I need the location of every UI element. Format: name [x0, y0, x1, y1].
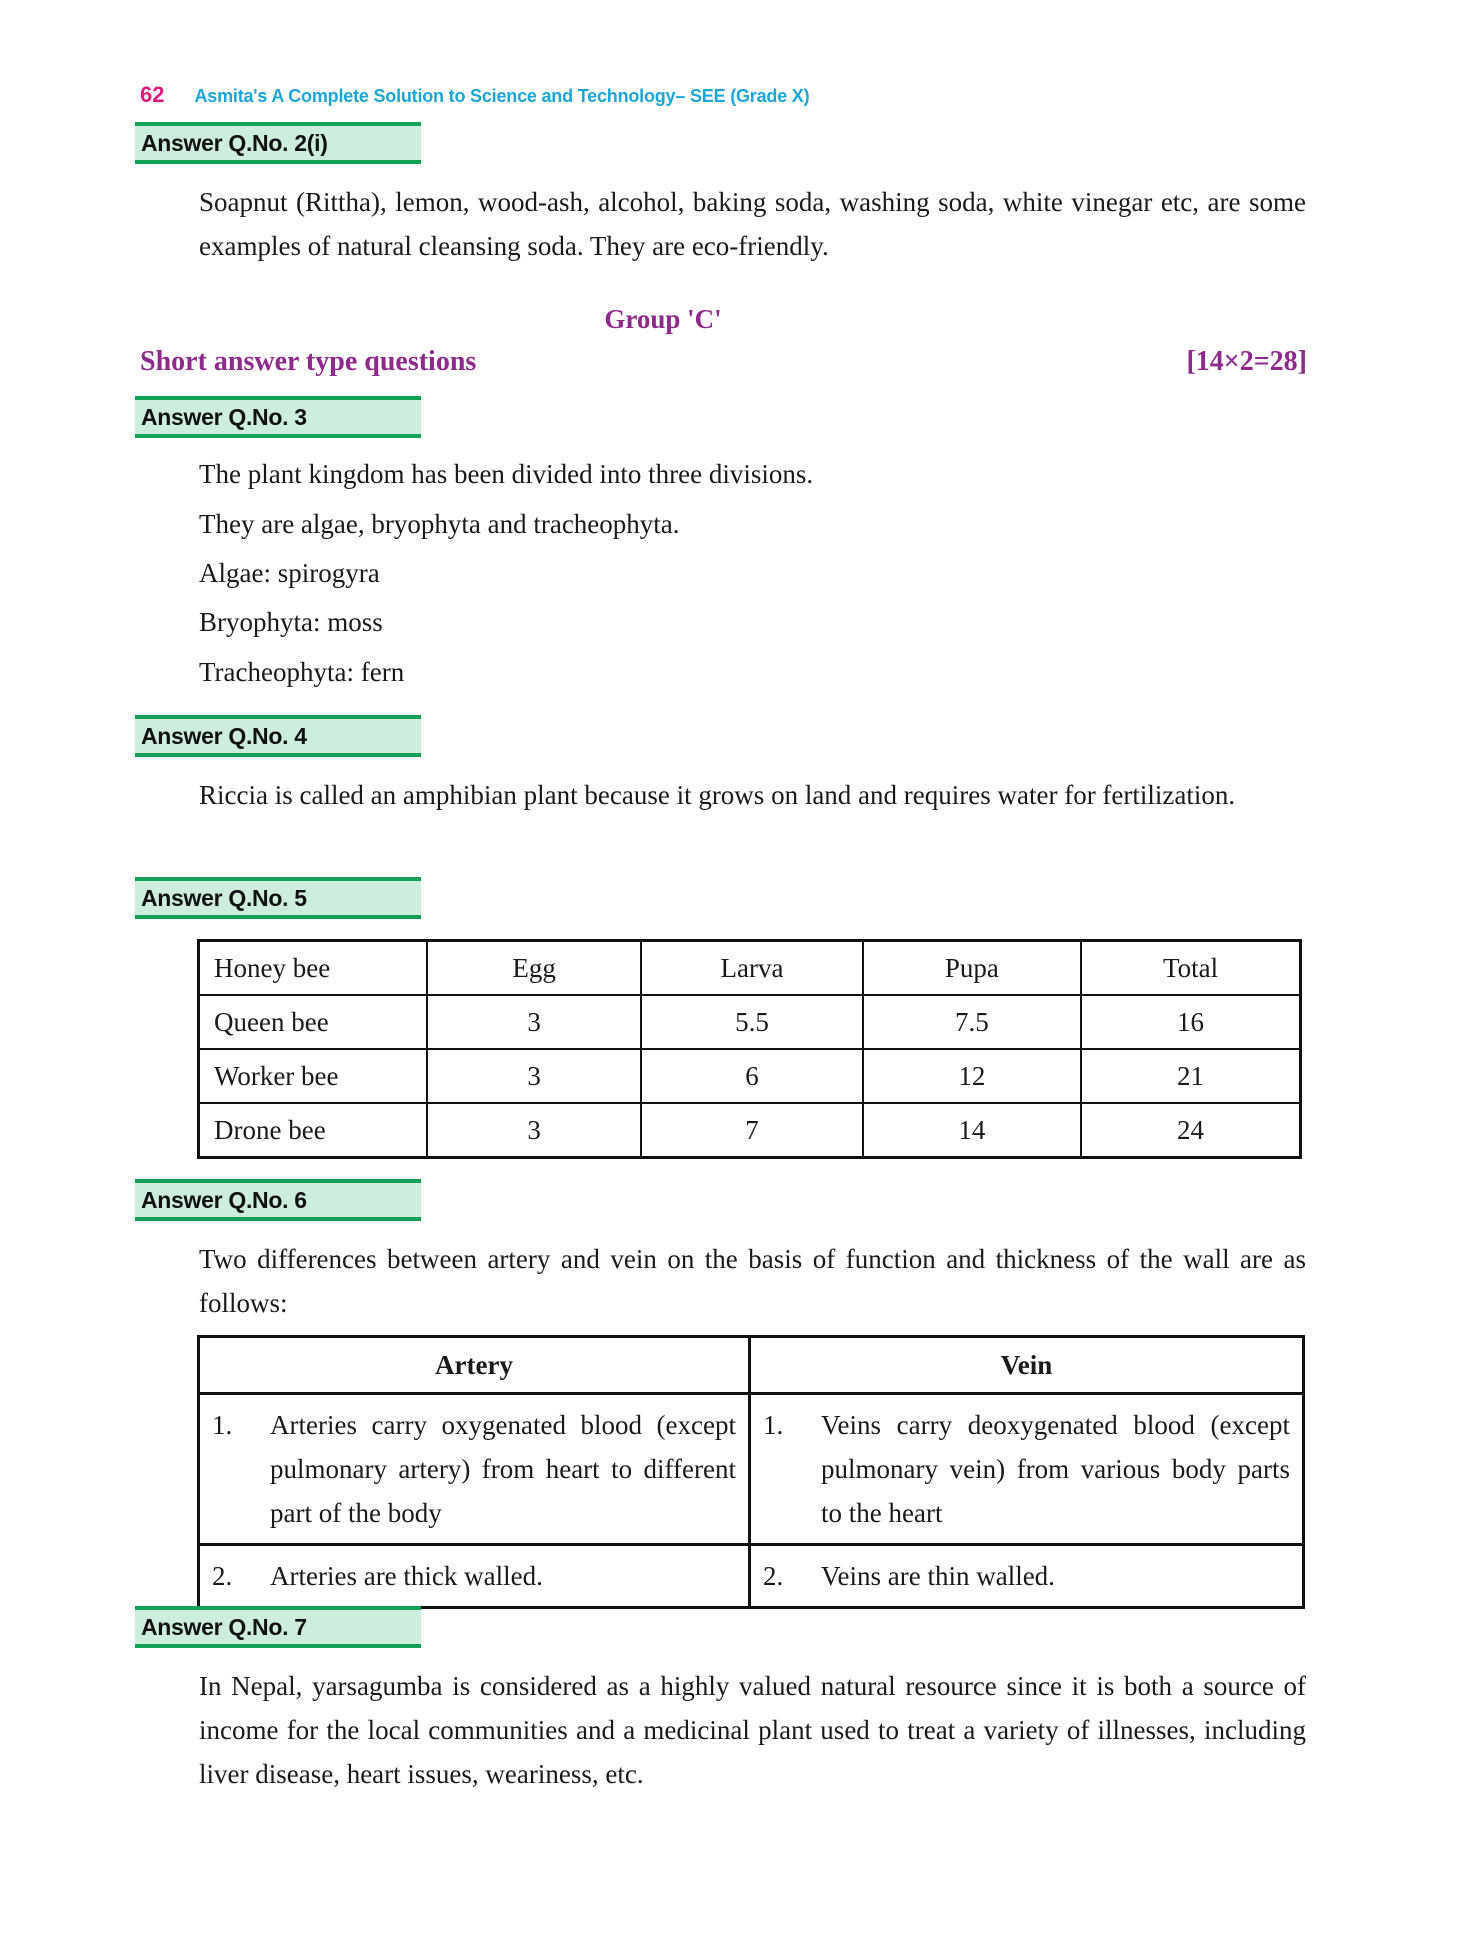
table-cell: [199, 1394, 750, 1545]
item-text: Veins carry deoxygenated blood (except pulmonary vein) from various body parts to the heart: [821, 1410, 1290, 1528]
table-header-cell: Pupa: [863, 941, 1081, 996]
table-row: [199, 1394, 1304, 1545]
table-cell: 16: [1081, 995, 1300, 1049]
table-cell: 24: [1081, 1103, 1300, 1158]
table-cell: 3: [427, 1103, 641, 1158]
answer-label-q4: Answer Q.No. 4: [135, 715, 421, 757]
table-cell: 6: [641, 1049, 862, 1103]
table-cell: Worker bee: [199, 1049, 427, 1103]
table-header-cell: Larva: [641, 941, 862, 996]
table-header-row: [199, 941, 1301, 996]
table-header-cell: Artery: [199, 1337, 750, 1394]
page-number: 62: [140, 82, 165, 107]
table-row: [199, 995, 1301, 1049]
table-cell: [199, 1545, 750, 1608]
table-cell: Drone bee: [199, 1103, 427, 1158]
section-title: Short answer type questions: [140, 346, 477, 377]
table-header-cell: Honey bee: [199, 941, 427, 996]
paragraph: In Nepal, yarsagumba is considered as a highly valued natural resource since it is both a source of income for the local communities and a medicinal plant used to treat a variety of illnesses, including liver disease, heart issues, weariness, etc.: [199, 1671, 1306, 1789]
table-cell: 5.5: [641, 995, 862, 1049]
answer-text-q6: [199, 1237, 1306, 1325]
table-row: [199, 1545, 1304, 1608]
table-row: [199, 1049, 1301, 1103]
book-title: Asmita's A Complete Solution to Science and Technology– SEE (Grade X): [194, 86, 810, 106]
group-title: Group 'C': [604, 304, 722, 334]
table-cell: 14: [863, 1103, 1081, 1158]
answer-text-q7: [199, 1664, 1306, 1796]
table-cell: [750, 1545, 1304, 1608]
table-header-cell: Egg: [427, 941, 641, 996]
item-number: 1.: [212, 1410, 233, 1440]
section-marks: [14×2=28]: [1186, 346, 1307, 377]
answer-line: Bryophyta: moss: [199, 607, 383, 637]
answer-label-q7: Answer Q.No. 7: [135, 1606, 421, 1648]
running-header: [140, 82, 809, 108]
table-header-cell: Total: [1081, 941, 1300, 996]
table-cell: [750, 1394, 1304, 1545]
table-cell: 7.5: [863, 995, 1081, 1049]
answer-label-q5: Answer Q.No. 5: [135, 877, 421, 919]
answer-label-q2i: Answer Q.No. 2(i): [135, 122, 421, 164]
table-cell: Queen bee: [199, 995, 427, 1049]
answer-text-q4: [199, 773, 1306, 817]
table-cell: 7: [641, 1103, 862, 1158]
item-text: Arteries are thick walled.: [270, 1561, 543, 1591]
table-cell: 3: [427, 995, 641, 1049]
answer-label-q6: Answer Q.No. 6: [135, 1179, 421, 1221]
table-cell: 21: [1081, 1049, 1300, 1103]
paragraph: Soapnut (Rittha), lemon, wood-ash, alcohol, baking soda, washing soda, white vinegar etc, are some examples of natural cleansing soda. They are eco-friendly.: [199, 187, 1306, 261]
answer-text-q2i: [199, 180, 1306, 268]
table-row: [199, 1103, 1301, 1158]
paragraph: Riccia is called an amphibian plant because it grows on land and requires water for fertilization.: [199, 780, 1236, 810]
table-header-cell: Vein: [750, 1337, 1304, 1394]
artery-vein-table: [197, 1335, 1305, 1609]
paragraph: Two differences between artery and vein on the basis of function and thickness of the wall are as follows:: [199, 1244, 1306, 1318]
item-text: Veins are thin walled.: [821, 1561, 1055, 1591]
item-number: 1.: [763, 1410, 784, 1440]
item-text: Arteries carry oxygenated blood (except pulmonary artery) from heart to different part of the body: [270, 1410, 736, 1528]
table-cell: 3: [427, 1049, 641, 1103]
table-header-row: [199, 1337, 1304, 1394]
bee-development-table: [197, 939, 1302, 1159]
answer-line: Tracheophyta: fern: [199, 657, 405, 687]
answer-label-q3: Answer Q.No. 3: [135, 396, 421, 438]
item-number: 2.: [212, 1561, 233, 1591]
item-number: 2.: [763, 1561, 784, 1591]
answer-line: Algae: spirogyra: [199, 558, 380, 588]
answer-line: The plant kingdom has been divided into three divisions.: [199, 459, 814, 489]
table-cell: 12: [863, 1049, 1081, 1103]
answer-line: They are algae, bryophyta and tracheophyta.: [199, 509, 680, 539]
